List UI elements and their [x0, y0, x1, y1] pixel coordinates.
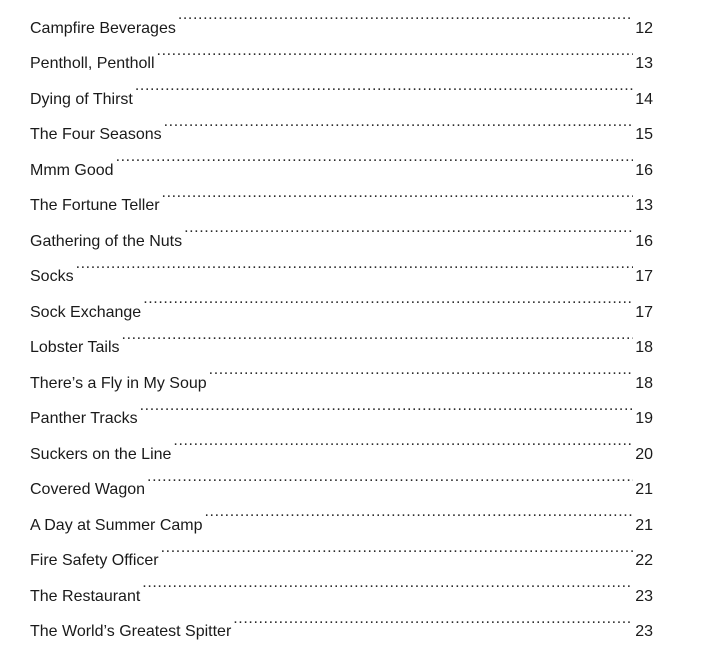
toc-dot-leader [140, 388, 634, 424]
toc-entry-page: 22 [635, 552, 653, 569]
toc-dot-leader [178, 0, 633, 33]
toc-entry-page: 21 [635, 516, 653, 534]
toc-dot-leader [157, 33, 634, 69]
toc-entry-title: Panther Tracks [30, 410, 138, 427]
toc-dot-leader [135, 68, 633, 104]
toc-dot-leader [142, 565, 633, 601]
toc-entry-page: 13 [635, 55, 653, 72]
toc-entry-page: 17 [635, 303, 653, 321]
toc-entry-title: Socks [30, 268, 74, 285]
toc-entry-page: 15 [635, 126, 653, 143]
toc-entry-title: A Day at Summer Camp [30, 516, 203, 534]
toc-dot-leader [162, 175, 634, 211]
toc-dot-leader [233, 601, 633, 637]
toc-dot-leader [161, 530, 634, 566]
toc-entry-title: There’s a Fly in My Soup [30, 374, 207, 392]
table-of-contents [30, 0, 653, 640]
toc-dot-leader [122, 317, 634, 353]
toc-entry-title: Campfire Beverages [30, 19, 176, 37]
toc-entry-title: Mmm Good [30, 161, 114, 179]
toc-dot-leader [116, 139, 634, 175]
toc-entry-page: 14 [635, 90, 653, 108]
toc-dot-leader [164, 104, 634, 140]
toc-entry-title: Gathering of the Nuts [30, 232, 183, 250]
toc-entry-page: 23 [635, 587, 653, 605]
toc-entry[interactable] [30, 352, 653, 392]
toc-dot-leader [76, 246, 634, 282]
toc-entry-title: Lobster Tails [30, 339, 120, 356]
toc-entry-title: Sock Exchange [30, 303, 142, 321]
toc-entry-page: 23 [635, 623, 653, 640]
toc-entry-page: 18 [635, 374, 653, 392]
toc-entry-title: Suckers on the Line [30, 445, 172, 463]
toc-entry-title: The Restaurant [30, 587, 141, 605]
toc-entry-page: 18 [635, 339, 653, 356]
toc-entry-title: The Fortune Teller [30, 197, 160, 214]
toc-entry-title: Pentholl, Pentholl [30, 55, 155, 72]
toc-entry[interactable] [30, 281, 653, 321]
toc-entry-title: The World’s Greatest Spitter [30, 623, 232, 640]
toc-entry-page: 21 [635, 481, 653, 498]
toc-entry-title: Dying of Thirst [30, 90, 133, 108]
toc-entry-page: 13 [635, 197, 653, 214]
toc-entry-page: 16 [635, 232, 653, 250]
toc-entry-page: 19 [635, 410, 653, 427]
toc-entry-page: 16 [635, 161, 653, 179]
toc-entry[interactable] [30, 317, 653, 356]
toc-entry[interactable] [30, 139, 653, 179]
toc-entry-page: 12 [635, 19, 653, 37]
toc-entry-title: The Four Seasons [30, 126, 162, 143]
toc-entry[interactable] [30, 0, 653, 37]
toc-entry[interactable] [30, 175, 653, 214]
toc-dot-leader [143, 281, 633, 317]
toc-entry-title: Covered Wagon [30, 481, 146, 498]
toc-entry-page: 17 [635, 268, 653, 285]
toc-dot-leader [184, 210, 633, 246]
toc-dot-leader [209, 352, 634, 388]
toc-entry-page: 20 [635, 445, 653, 463]
toc-entry-title: Fire Safety Officer [30, 552, 159, 569]
toc-dot-leader [147, 459, 633, 495]
toc-dot-leader [173, 423, 633, 459]
toc-entry[interactable] [30, 246, 653, 285]
toc-dot-leader [205, 494, 634, 530]
